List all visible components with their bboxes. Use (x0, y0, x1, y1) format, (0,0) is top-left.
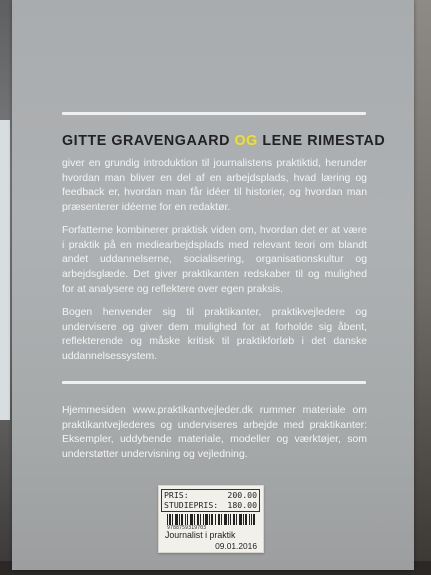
barcode-icon (167, 514, 255, 525)
sticker-book-title: Journalist i praktik (165, 530, 236, 540)
sticker-date: 09.01.2016 (215, 541, 257, 551)
student-price-label: STUDIEPRIS: (164, 500, 219, 510)
student-price-value: 180.00 (227, 500, 257, 510)
author-2: LENE RIMESTAD (262, 133, 386, 149)
website-paragraph: Hjemmesiden www.praktikantvejleder.dk rummer materiale om praktikantvejlederes og underviseres arbejde med praktikanter: Eksempler, uddybende materiale, modeller og værktøjer, som understøtter undervisning og vejledning. (62, 405, 367, 461)
blurb-paragraph-2: Forfatterne kombinerer praktisk viden om, hvordan det er at være i praktik på en mediearbejdsplads med relevant teori om blandt andet uddannelserne, socialisering, organisationskultur og arbejdsglæde. Det giver praktikanten redskaber til og mulighed for at analysere og reflektere over egen praksis. (62, 225, 367, 295)
background-book-edge (0, 120, 10, 420)
bottom-divider (62, 381, 366, 384)
background-right (411, 0, 431, 575)
price-label: PRIS: (164, 490, 189, 500)
price-row (164, 490, 257, 500)
price-box (161, 489, 260, 512)
price-value: 200.00 (227, 490, 257, 500)
blurb-paragraph-3: Bogen henvender sig til praktikanter, praktikvejledere og undervisere og giver dem mulighed for at forholde sig åbent, reflekterende og måske kritisk til praktikforløb i det danske uddannelsessystem. (62, 307, 367, 363)
isbn-number: 9788759319703 (167, 525, 207, 531)
price-sticker (158, 485, 264, 553)
student-price-row (164, 500, 257, 510)
authors-heading (62, 133, 386, 149)
author-conjunction: OG (234, 133, 258, 149)
top-divider (62, 112, 366, 115)
author-1: GITTE GRAVENGAARD (62, 133, 230, 149)
blurb-paragraph-1: giver en grundig introduktion til journalistens praktiktid, herunder hvordan man bliver en del af en arbejdsplads, hvad læring og feedback er, hvordan man får idéer til historier, og hvordan man præsenterer idéerne for en redaktør. (62, 158, 367, 214)
